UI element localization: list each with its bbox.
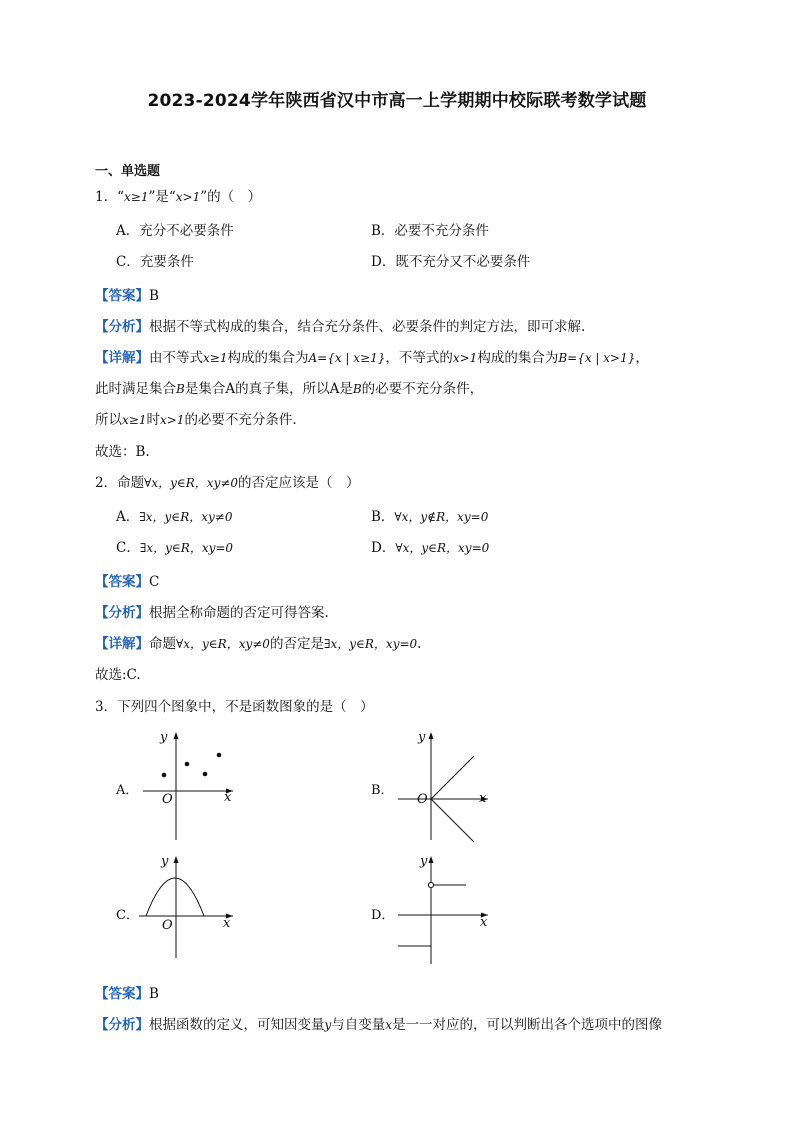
graph-b-ray-down: [431, 799, 474, 842]
q3-analysis: [95, 1016, 662, 1034]
q3-option-d-label: D．: [371, 908, 395, 923]
q1-analysis: [95, 318, 585, 336]
q2-option-math: ∀x，y∉R，xy=0: [394, 510, 489, 524]
graph-a-x-label: x: [224, 790, 232, 805]
q1-detail-tag: 【详解】: [95, 350, 149, 366]
graph-a: [135, 728, 245, 843]
q1-detail-math: x≥1: [122, 413, 147, 427]
q1-detail-text: 此时满足集合: [95, 381, 176, 397]
q1-detail-text: 时: [146, 412, 160, 428]
q3-analysis-text: 根据函数的定义，可知因变量: [149, 1017, 325, 1033]
section-heading: 一、单选题: [95, 164, 161, 179]
q1-detail-text: 所以: [95, 412, 122, 428]
graph-a-point: [185, 762, 190, 767]
q1-analysis-tag: 【分析】: [95, 319, 149, 335]
q1-detail-text: 由不等式: [149, 350, 203, 366]
q1-detail-math: x≥1: [203, 351, 228, 365]
q1-detail-math: x>1: [452, 351, 478, 365]
graph-d-y-arrow: [429, 856, 434, 863]
q2-option-d: [371, 539, 489, 557]
graph-c-parabola: [146, 878, 204, 916]
q1-detail-text: ，不等式的: [385, 350, 453, 366]
graph-d-y-label: y: [420, 854, 428, 869]
graph-b-y-arrow: [429, 732, 434, 739]
q1-choose: 故选：B.: [95, 444, 150, 460]
q2-answer: [95, 573, 159, 591]
q3-answer-tag: 【答案】: [95, 986, 149, 1002]
q1-option-b: B．必要不充分条件: [371, 223, 489, 239]
q2-stem-math: ∀x，y∈R，xy≠0: [144, 476, 239, 490]
q2-stem-post: 的否定应该是（ ）: [238, 475, 360, 491]
q3-answer: [95, 985, 159, 1003]
q2-option-letter: D．: [371, 540, 396, 556]
q2-detail-text: .: [417, 636, 422, 652]
q2-analysis-tag: 【分析】: [95, 605, 149, 621]
q1-detail-math: B: [352, 382, 362, 396]
q1-detail-math: B={x | x>1}: [558, 351, 636, 365]
q1-detail-text: ，: [635, 350, 649, 366]
q2-option-a: [116, 508, 232, 526]
page-title: 2023-2024学年陕西省汉中市高一上学期期中校际联考数学试题: [147, 91, 647, 111]
q1-detail-math: B: [176, 382, 185, 396]
q3-option-a-label: A．: [116, 783, 139, 798]
q2-answer-value: C: [149, 574, 160, 590]
graph-d-svg: [390, 852, 500, 967]
q2-option-b: [371, 508, 488, 526]
q1-option-c: C．充要条件: [116, 254, 194, 270]
graph-a-point: [203, 772, 208, 777]
q2-stem: [95, 474, 360, 492]
q2-detail-math: ∀x，y∈R，xy≠0: [176, 637, 270, 651]
q3-option-c-label: C．: [116, 908, 139, 923]
graph-a-point: [217, 753, 222, 758]
q1-detail-text: 构成的集合为: [227, 350, 309, 366]
graph-c-y-arrow: [174, 856, 179, 863]
q1-stem-math-a: x≥1: [124, 190, 149, 204]
q1-answer: [95, 287, 159, 305]
q1-detail-line-1: [95, 349, 649, 367]
q1-detail-text: 的必要不充分条件，: [361, 381, 484, 397]
graph-b-x-label: x: [479, 791, 487, 806]
q1-answer-value: B: [149, 288, 159, 304]
graph-b-origin-label: O: [417, 792, 428, 807]
q1-option-a: A．充分不必要条件: [116, 223, 234, 239]
graph-c-origin-label: O: [162, 918, 173, 933]
q1-analysis-text: 根据不等式构成的集合，结合充分条件、必要条件的判定方法，即可求解.: [149, 319, 586, 335]
q2-option-math: ∀x，y∈R，xy=0: [395, 541, 490, 555]
q3-analysis-math: y: [324, 1018, 332, 1032]
q2-detail-math: ∃x，y∈R，xy=0: [323, 637, 418, 651]
graph-d-x-label: x: [480, 915, 488, 930]
graph-a-origin-label: O: [162, 792, 173, 807]
graph-d: [390, 852, 500, 967]
graph-a-y-label: y: [160, 730, 168, 745]
q1-detail-line-2: [95, 380, 483, 398]
graph-c-svg: [135, 852, 245, 962]
q2-option-letter: A．: [116, 509, 140, 525]
q2-analysis-text: 根据全称命题的否定可得答案.: [149, 605, 329, 621]
graph-c-x-label: x: [223, 916, 231, 931]
graph-b-svg: [390, 728, 500, 843]
q2-option-c: [116, 539, 233, 557]
q3-analysis-text: 与自变量: [331, 1017, 386, 1033]
q3-answer-value: B: [149, 986, 159, 1002]
q3-stem: 3．下列四个图象中，不是函数图象的是（ ）: [95, 699, 374, 715]
graph-b-ray-up: [431, 756, 474, 799]
q3-analysis-text: 是一一对应的，可以判断出各个选项中的图像: [392, 1017, 663, 1033]
q1-stem-mid: ”是“: [148, 189, 176, 205]
q2-stem-pre: 2．命题: [95, 475, 145, 491]
q3-analysis-tag: 【分析】: [95, 1017, 149, 1033]
q2-detail-text: 的否定是: [269, 636, 324, 652]
graph-d-open-point: [428, 882, 433, 887]
graph-c: [135, 852, 245, 962]
graph-a-y-arrow: [174, 732, 179, 739]
graph-b-y-label: y: [418, 730, 426, 745]
q1-stem-pre: 1．“: [95, 189, 124, 205]
q1-detail-text: 的必要不充分条件.: [184, 412, 297, 428]
graph-a-point: [162, 773, 167, 778]
graph-c-y-label: y: [161, 854, 169, 869]
q2-option-letter: B．: [371, 509, 395, 525]
q2-option-math: ∃x，y∈R，xy=0: [139, 541, 234, 555]
q1-detail-math: x>1: [159, 413, 185, 427]
q1-stem: [95, 188, 261, 206]
q1-stem-post: ”的（ ）: [200, 189, 262, 205]
q1-detail-line-3: [95, 411, 297, 429]
q2-option-letter: C．: [116, 540, 140, 556]
q1-detail-text: 构成的集合为: [477, 350, 559, 366]
q1-option-d: D．既不充分又不必要条件: [371, 254, 531, 270]
q2-option-math: ∃x，y∈R，xy≠0: [139, 510, 233, 524]
graph-a-svg: [135, 728, 245, 843]
q3-analysis-math: x: [385, 1018, 393, 1032]
q2-detail: [95, 635, 421, 653]
graph-b: [390, 728, 500, 843]
q2-detail-text: 命题: [149, 636, 176, 652]
q1-stem-math-b: x>1: [175, 190, 201, 204]
q2-answer-tag: 【答案】: [95, 574, 149, 590]
q2-detail-tag: 【详解】: [95, 636, 149, 652]
q1-answer-tag: 【答案】: [95, 288, 149, 304]
q2-analysis: [95, 604, 329, 622]
q3-option-b-label: B．: [371, 783, 394, 798]
q2-choose: 故选:C.: [95, 667, 141, 683]
q1-detail-text: 是集合A的真子集，所以A是: [184, 381, 353, 397]
q1-detail-math: A={x | x≥1}: [308, 351, 386, 365]
